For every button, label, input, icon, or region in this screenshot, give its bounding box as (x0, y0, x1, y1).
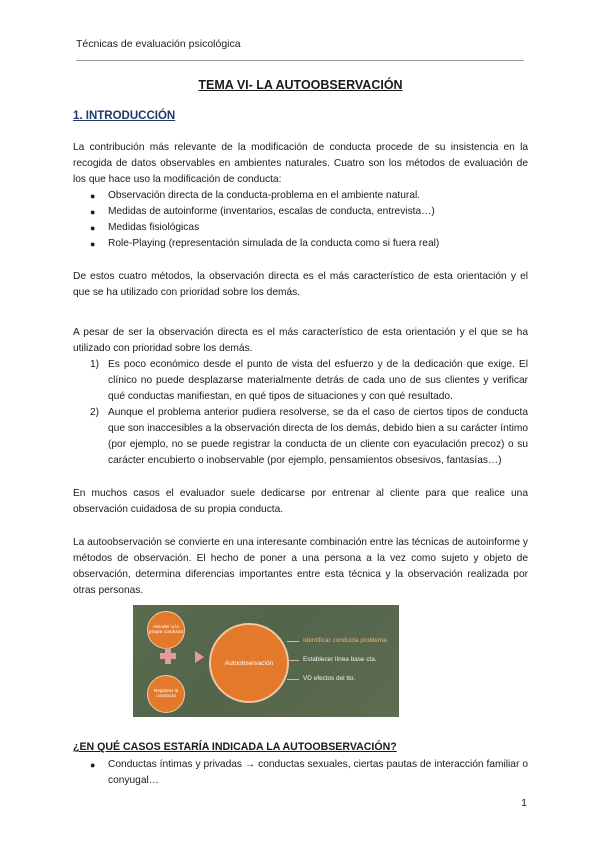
bullet-icon: ● (90, 223, 96, 233)
diagram-item: Identificar conducta problema (303, 637, 387, 644)
diagram-item: VD efectos del tto. (303, 675, 356, 682)
connector-line (287, 679, 299, 680)
arrow-right-icon (195, 651, 204, 663)
self-observation-diagram (133, 605, 399, 717)
register-conduct-circle: Registrar la conducta (147, 675, 185, 713)
bullet-icon: ● (90, 760, 96, 770)
list-item: ● Observación directa de la conducta-problema en el ambiente natural. (73, 188, 528, 204)
section-heading-introduccion: 1. INTRODUCCIÓN (73, 110, 176, 122)
running-header: Técnicas de evaluación psicológica (76, 38, 241, 50)
document-body (73, 76, 528, 789)
question-heading: ¿EN QUÉ CASOS ESTARÍA INDICADA LA AUTOOBSERVACIÓN? (73, 741, 397, 753)
connector-line (287, 660, 299, 661)
plus-icon (160, 648, 176, 664)
attend-conduct-circle: Atender a la propia conducta (147, 611, 185, 649)
paragraph-evaluator: En muchos casos el evaluador suele dedicarse por entrenar al cliente para que realice una observación cuidadosa de su propia conducta. (73, 488, 528, 515)
list-item: ● Conductas íntimas y privadas → conductas sexuales, ciertas pautas de interacción familiar o conyugal… (90, 759, 528, 786)
autoobservacion-circle: Autoobservación (209, 623, 289, 703)
paragraph-direct-observation: De estos cuatro métodos, la observación directa es el más característico de esta orientación y el que se ha utilizado con prioridad sobre los demás. (73, 271, 528, 298)
page-number: 1 (521, 797, 527, 809)
paragraph-despite: A pesar de ser la observación directa es el más característico de esta orientación y el que se ha utilizado con prioridad sobre los demás. (73, 327, 528, 354)
list-item: ● Medidas de autoinforme (inventarios, escalas de conducta, entrevista…) (73, 204, 528, 220)
bullet-icon: ● (90, 239, 96, 249)
list-item: 2) Aunque el problema anterior pudiera resolverse, se da el caso de ciertos tipos de conducta que son inaccesibles a la observación directa de los demás, debido bien a su carácter íntimo (por ejemplo, no se puede registrar la conducta de un cliente con eyaculación precoz) o su carácter encubierto o inobservable (por ejemplo, pensamientos obsesivos, fantasías…) (90, 407, 528, 466)
list-item: ● Medidas fisiológicas (73, 220, 528, 236)
indications-list (73, 757, 528, 789)
bullet-icon: ● (90, 191, 96, 201)
list-item: 1) Es poco económico desde el punto de vista del esfuerzo y de la dedicación que exige. El clínico no puede desplazarse materialmente detrás de cada uno de sus clientes y verificar qué conductas manifiestan, en qué tipos de situaciones y con qué resultado. (90, 359, 528, 402)
document-title: TEMA VI- LA AUTOOBSERVACIÓN (198, 78, 403, 92)
paragraph-self-observation: La autoobservación se convierte en una interesante combinación entre las técnicas de autoinforme y métodos de observación. El hecho de poner a una persona a la vez como sujeto y objeto de observación, determina diferencias importantes entre esta técnica y la observación realizada por otras personas. (73, 537, 528, 596)
header-divider (76, 60, 524, 61)
list-item: ● Role-Playing (representación simulada de la conducta como si fuera real) (73, 236, 528, 252)
methods-list (73, 188, 528, 252)
bullet-icon: ● (90, 207, 96, 217)
paragraph-intro: La contribución más relevante de la modificación de conducta procede de su insistencia en la recogida de datos observables en ambientes naturales. Cuatro son los métodos de evaluación de los que hace uso la modificación de conducta: (73, 142, 528, 185)
diagram-item: Establecer línea base cta. (303, 656, 377, 663)
problems-list (73, 357, 528, 469)
connector-line (287, 641, 299, 642)
